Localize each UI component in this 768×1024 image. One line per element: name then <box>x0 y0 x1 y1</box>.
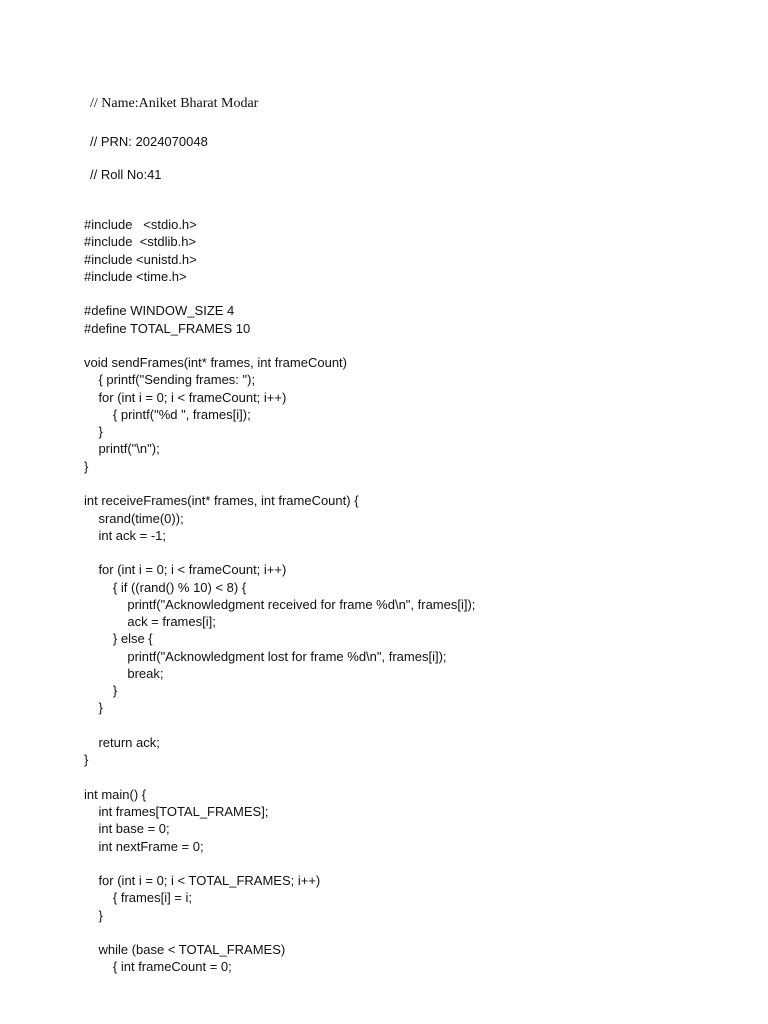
code-line: } <box>84 907 103 923</box>
code-line: printf("Acknowledgment received for frame %d\n", frames[i]); <box>84 596 476 612</box>
code-line: } <box>84 458 89 474</box>
code-line: } <box>84 700 103 716</box>
code-line: { if ((rand() % 10) < 8) { <box>84 579 247 595</box>
code-line: int nextFrame = 0; <box>84 838 204 854</box>
code-line: srand(time(0)); <box>84 510 184 526</box>
code-line: for (int i = 0; i < TOTAL_FRAMES; i++) <box>84 873 321 889</box>
code-line <box>84 285 744 302</box>
code-line: for (int i = 0; i < frameCount; i++) <box>84 562 287 578</box>
code-line: printf("Acknowledgment lost for frame %d\n", frames[i]); <box>84 648 447 664</box>
code-line: { printf("%d ", frames[i]); <box>84 406 251 422</box>
code-line: { frames[i] = i; <box>84 890 193 906</box>
code-line: void sendFrames(int* frames, int frameCount) <box>84 355 347 371</box>
code-line: int base = 0; <box>84 821 170 837</box>
code-line: break; <box>84 665 164 681</box>
author-name-comment: // Name:Aniket Bharat Modar <box>90 96 259 111</box>
code-line: #define WINDOW_SIZE 4 <box>84 303 235 319</box>
code-line: } else { <box>84 631 153 647</box>
code-line: while (base < TOTAL_FRAMES) <box>84 942 286 958</box>
code-line: #include <unistd.h> <box>84 251 197 267</box>
code-line: #include <stdio.h> <box>84 217 197 232</box>
code-line: #include <stdlib.h> <box>84 234 197 250</box>
code-line: int frames[TOTAL_FRAMES]; <box>84 804 269 820</box>
code-line: { printf("Sending frames: "); <box>84 372 256 388</box>
code-line <box>84 475 744 492</box>
code-line: } <box>84 752 89 768</box>
source-code-block <box>84 216 744 976</box>
code-line <box>84 337 744 354</box>
code-line: } <box>84 683 118 699</box>
code-line: } <box>84 424 103 440</box>
code-line: { int frameCount = 0; <box>84 959 232 975</box>
code-line: ack = frames[i]; <box>84 614 216 630</box>
code-line: return ack; <box>84 734 160 750</box>
code-line <box>84 769 744 786</box>
roll-number-comment: // Roll No:41 <box>90 167 162 182</box>
code-line <box>84 924 744 941</box>
code-line: #include <time.h> <box>84 268 187 284</box>
code-line: #define TOTAL_FRAMES 10 <box>84 320 251 336</box>
prn-comment: // PRN: 2024070048 <box>90 134 208 149</box>
code-line <box>84 717 744 734</box>
code-line <box>84 544 744 561</box>
code-line: int receiveFrames(int* frames, int frameCount) { <box>84 493 359 509</box>
code-line: printf("\n"); <box>84 441 160 457</box>
code-line: for (int i = 0; i < frameCount; i++) <box>84 389 287 405</box>
code-line <box>84 855 744 872</box>
code-line: int main() { <box>84 786 147 802</box>
code-line: int ack = -1; <box>84 527 167 543</box>
